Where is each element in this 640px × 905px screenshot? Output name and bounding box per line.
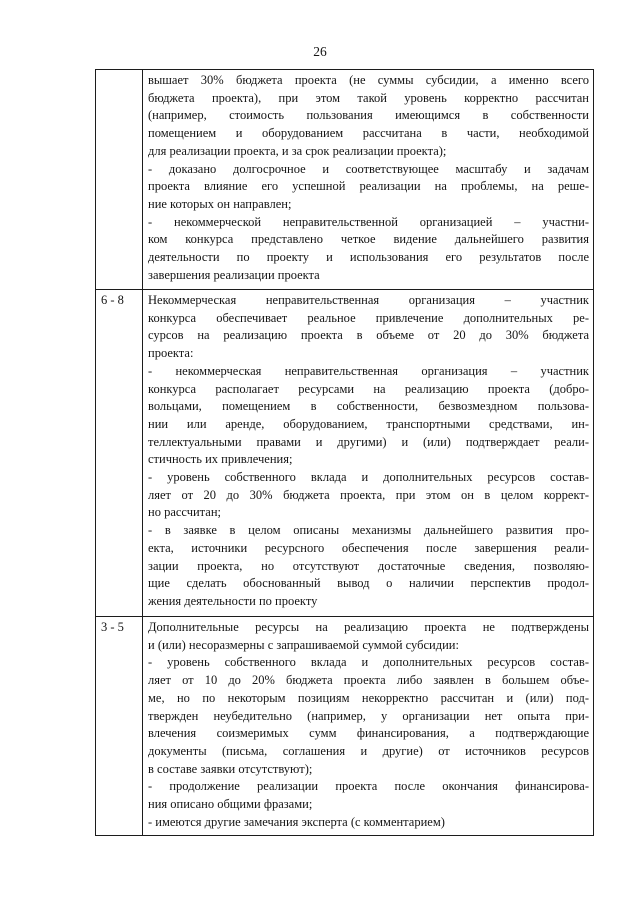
text-line: ком конкурса представлено четкое видение дальнейшего развития (148, 232, 589, 247)
page-number: 26 (313, 44, 327, 59)
text-line: проекта: (148, 346, 194, 361)
text-line: ние которых он направлен; (148, 196, 292, 211)
text-line: в составе заявки отсутствуют); (148, 761, 313, 776)
table-row (96, 70, 594, 290)
text-line: жения деятельности по проекту (148, 593, 318, 608)
text-line: вольцами, помещением в собственности, безвозмездном пользова- (148, 399, 589, 414)
score-cell (96, 70, 143, 290)
text-line: щие сделать обоснованный вывод о наличии перспектив продол- (148, 576, 589, 591)
description-cell (143, 617, 594, 836)
text-line: помещением и оборудованием рассчитана в части, необходимой (148, 126, 589, 141)
text-line: влечения соизмеримых сумм финансирования, а подтверждающие (148, 726, 589, 741)
description-cell (143, 70, 594, 290)
criteria-table (95, 69, 594, 836)
text-line: стичность их привлечения; (148, 452, 293, 467)
text-line: Дополнительные ресурсы на реализацию проекта не подтверждены (148, 620, 589, 634)
text-line: но рассчитан; (148, 505, 222, 520)
text-line: ния описано общими фразами; (148, 797, 313, 812)
text-line: екта, источники ресурсного обеспечения после завершения реали- (148, 540, 589, 555)
text-line: (например, стоимость пользования имеющимся в собственности (148, 108, 589, 123)
text-line: вышает 30% бюджета проекта (не суммы субсидии, а именно всего (148, 73, 589, 87)
text-line: завершения реализации проекта (148, 267, 320, 282)
text-line: и (или) несоразмерны с запрашиваемой суммой субсидии: (148, 637, 459, 652)
text-line: ме, но по некоторым позициям некорректно рассчитан и (или) под- (148, 690, 589, 705)
text-line: бюджета проекта), при этом такой уровень корректно рассчитан (148, 90, 589, 105)
text-line: теллектуальными правами и другими) и (или) подтверждает реали- (148, 434, 589, 449)
text-line: конкурса располагает ресурсами на реализацию проекта (добро- (148, 381, 589, 396)
text-line: зации проекта, но отсутствуют достаточные сведения, позволяю- (148, 558, 589, 573)
text-line: конкурса обеспечивает реальное привлечение дополнительных ре- (148, 310, 589, 325)
text-line: для реализации проекта, и за срок реализации проекта); (148, 143, 447, 158)
table-row (96, 290, 594, 617)
text-line: - в заявке в целом описаны механизмы дальнейшего развития про- (148, 523, 589, 538)
text-line: твержден неубедительно (например, у организации нет опыта при- (148, 708, 589, 723)
text-line: деятельности по проекту и использования его результатов после (148, 250, 589, 265)
text-line: ляет от 20 до 30% бюджета проекта, при этом он в целом коррект- (148, 487, 589, 502)
text-line: ляет от 10 до 20% бюджета проекта либо заявлен в большем объе- (148, 673, 589, 688)
text-line: проекта влияние его успешной реализации на проблемы, на реше- (148, 179, 589, 194)
table-row (96, 617, 594, 836)
text-line: нии или аренде, оборудованием, транспортными средствами, ин- (148, 416, 589, 431)
text-line: - имеются другие замечания эксперта (с комментарием) (148, 814, 445, 829)
text-line: - уровень собственного вклада и дополнительных ресурсов состав- (148, 655, 589, 670)
description-cell (143, 290, 594, 617)
text-line: сурсов на реализацию проекта в объеме от 20 до 30% бюджета (148, 328, 589, 343)
text-line: - некоммерческая неправительственная организация – участник (148, 363, 589, 378)
text-line: - доказано долгосрочное и соответствующее масштабу и задачам (148, 161, 589, 176)
text-line: Некоммерческая неправительственная организация – участник (148, 293, 589, 307)
text-line: - некоммерческой неправительственной организацией – участни- (148, 214, 589, 229)
text-line: - уровень собственного вклада и дополнительных ресурсов состав- (148, 470, 589, 485)
text-line: документы (письма, соглашения и другие) от источников ресурсов (148, 743, 589, 758)
score-cell: 3 - 5 (96, 617, 143, 836)
text-line: - продолжение реализации проекта после окончания финансирова- (148, 779, 589, 794)
score-cell: 6 - 8 (96, 290, 143, 617)
